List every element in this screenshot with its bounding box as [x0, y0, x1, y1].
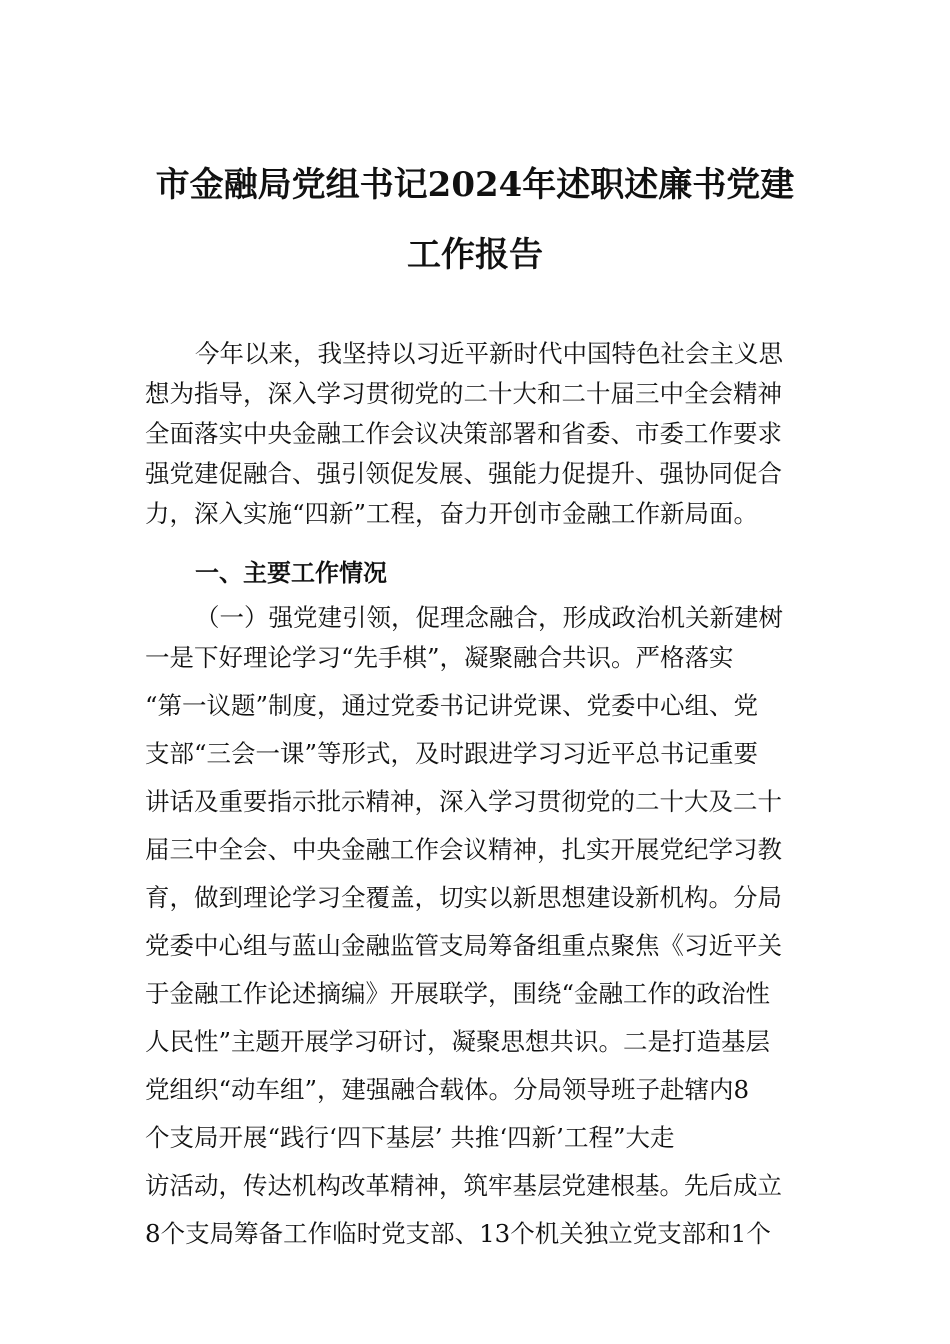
document-title-line-2: 工作报告 — [407, 235, 543, 275]
paragraph-line: 个支局开展“践行‘四下基层’ 共推‘四新’工程”大走 — [145, 1123, 675, 1152]
paragraph-line: “第一议题”制度，通过党委书记讲党课、党委中心组、党 — [145, 691, 759, 720]
paragraph-line: 党委中心组与蓝山金融监管支局筹备组重点聚焦《习近平关 — [145, 931, 782, 960]
paragraph-line: 访活动，传达机构改革精神，筑牢基层党建根基。先后成立 — [145, 1171, 782, 1200]
paragraph-line: 党组织“动车组”，建强融合载体。分局领导班子赴辖内8 — [145, 1075, 750, 1104]
paragraph-line: 届三中全会、中央金融工作会议精神，扎实开展党纪学习教 — [145, 835, 782, 864]
paragraph-line: 8个支局筹备工作临时党支部、13个机关独立党支部和1个 — [145, 1219, 771, 1248]
paragraph-line: 人民性”主题开展学习研讨，凝聚思想共识。二是打造基层 — [145, 1027, 771, 1056]
intro-line: 今年以来，我坚持以习近平新时代中国特色社会主义思 — [195, 339, 783, 368]
paragraph-line: 讲话及重要指示批示精神，深入学习贯彻党的二十大及二十 — [145, 787, 782, 816]
paragraph-line: 支部“三会一课”等形式，及时跟进学习习近平总书记重要 — [145, 739, 759, 768]
paragraph-line: 于金融工作论述摘编》开展联学，围绕“金融工作的政治性 — [145, 979, 771, 1008]
intro-line: 全面落实中央金融工作会议决策部署和省委、市委工作要求 — [145, 419, 782, 448]
intro-line: 力，深入实施“四新”工程，奋力开创市金融工作新局面。 — [145, 499, 759, 528]
intro-line: 想为指导，深入学习贯彻党的二十大和二十届三中全会精神 — [145, 379, 782, 408]
intro-line: 强党建促融合、强引领促发展、强能力促提升、强协同促合 — [145, 459, 782, 488]
paragraph-line: 育，做到理论学习全覆盖，切实以新思想建设新机构。分局 — [145, 883, 782, 912]
paragraph-line: 一是下好理论学习“先手棋”，凝聚融合共识。严格落实 — [145, 643, 734, 672]
subsection-heading: （一）强党建引领，促理念融合，形成政治机关新建树 — [195, 603, 783, 632]
section-heading: 一、主要工作情况 — [195, 559, 387, 587]
document-title-line-1: 市金融局党组书记2024年述职述廉书党建 — [155, 165, 795, 205]
